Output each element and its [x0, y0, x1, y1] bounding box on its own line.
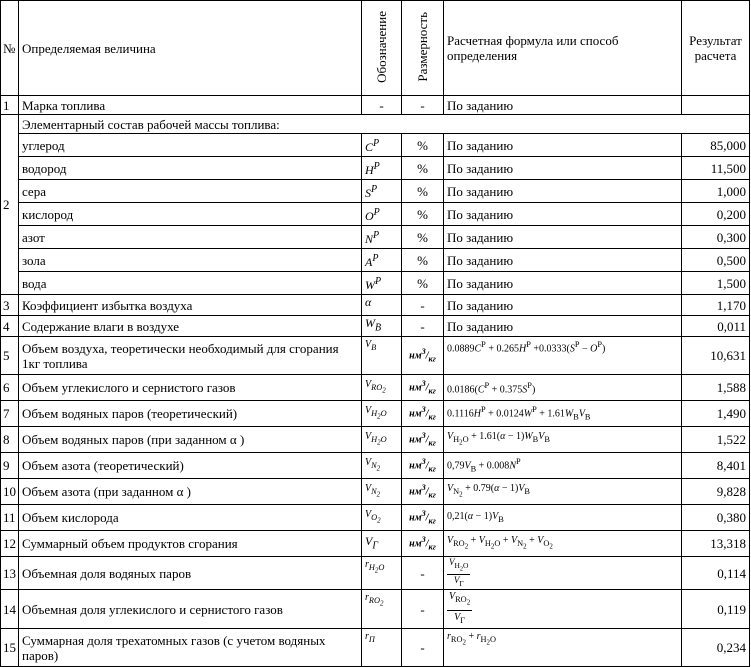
- row-name: сера: [19, 180, 362, 203]
- row-unit: $нм^3/_{кг}$: [402, 337, 444, 375]
- row-formula: $0.0889C^P + 0.265H^P +0.0333(S^P - O^P)$: [444, 337, 682, 375]
- row-unit: %: [402, 272, 444, 295]
- row-symbol: $V_{O_2}$: [362, 505, 402, 531]
- row-name: кислород: [19, 203, 362, 226]
- table-row: [1, 401, 750, 427]
- row-num: 11: [1, 505, 19, 531]
- row-name: Объем углекислого и сернистого газов: [19, 375, 362, 401]
- row-unit: -: [402, 316, 444, 337]
- row-formula: $0.0186(C^P + 0.375S^P)$: [444, 375, 682, 401]
- row-name: Объем водяных паров (при заданном α ): [19, 427, 362, 453]
- row-formula: $V_{H_2O} + 1.61(\alpha - 1)W_BV_B$: [444, 427, 682, 453]
- row-result: 1,490: [682, 401, 750, 427]
- table-row: [1, 295, 750, 316]
- row-result: 0,300: [682, 226, 750, 249]
- row-name: Объем водяных паров (теоретический): [19, 401, 362, 427]
- row-num: 7: [1, 401, 19, 427]
- row-symbol: $N^P$: [362, 226, 402, 249]
- row-num: 12: [1, 531, 19, 557]
- row-symbol: $r_{RO_2}$: [362, 590, 402, 629]
- row-formula: По заданию: [444, 249, 682, 272]
- header-quantity: Определяемая величина: [19, 1, 362, 96]
- table-row: [1, 531, 750, 557]
- row-unit: %: [402, 226, 444, 249]
- table-row: [1, 316, 750, 337]
- row-num: 10: [1, 479, 19, 505]
- table-row: [1, 203, 750, 226]
- row-formula: По заданию: [444, 295, 682, 316]
- row-num: 6: [1, 375, 19, 401]
- row-unit: -: [402, 295, 444, 316]
- row-symbol: $V_{RO_2}$: [362, 375, 402, 401]
- header-symbol: Обозначение: [362, 1, 402, 96]
- table-row: [1, 249, 750, 272]
- row-unit: %: [402, 157, 444, 180]
- table-row: [1, 375, 750, 401]
- row-name: Объем воздуха, теоретически необходимый для сгорания 1кг топлива: [19, 337, 362, 375]
- table-row: [1, 115, 750, 134]
- row-symbol: $C^P$: [362, 134, 402, 157]
- row-symbol: α: [362, 295, 402, 316]
- row-result: 0,200: [682, 203, 750, 226]
- row-unit: $нм^3/_{кг}$: [402, 375, 444, 401]
- table-row: [1, 557, 750, 590]
- row-result: 0,119: [682, 590, 750, 629]
- row-formula: $\frac{V_{H_2O}}{V_Г}$: [444, 557, 682, 590]
- row-result: 11,500: [682, 157, 750, 180]
- row-name: зола: [19, 249, 362, 272]
- row-formula: $r_{RO_2} + r_{H_2O}$: [444, 629, 682, 667]
- row-unit: $нм^3/_{кг}$: [402, 401, 444, 427]
- table-row: [1, 479, 750, 505]
- header-num: №: [1, 1, 19, 96]
- table-row: [1, 226, 750, 249]
- row-formula: $\frac{V_{RO_2}}{V_Г}$: [444, 590, 682, 629]
- composition-title: Элементарный состав рабочей массы топлива:: [19, 115, 750, 134]
- row-num: 9: [1, 453, 19, 479]
- header-formula: Расчетная формула или способ определения: [444, 1, 682, 96]
- row-num: 14: [1, 590, 19, 629]
- row-num: 3: [1, 295, 19, 316]
- row-unit: -: [402, 557, 444, 590]
- row-formula: $V_{N_2} + 0.79(\alpha - 1)V_B$: [444, 479, 682, 505]
- row-result: 0,380: [682, 505, 750, 531]
- row-unit: -: [402, 96, 444, 115]
- table-row: [1, 427, 750, 453]
- row-name: Марка топлива: [19, 96, 362, 115]
- row-symbol: -: [362, 96, 402, 115]
- row-name: Объем азота (теоретический): [19, 453, 362, 479]
- row-unit: -: [402, 629, 444, 667]
- row-symbol: $r_П$: [362, 629, 402, 667]
- row-unit: %: [402, 249, 444, 272]
- row-symbol: $V_B$: [362, 337, 402, 375]
- row-name: Содержание влаги в воздухе: [19, 316, 362, 337]
- row-unit: %: [402, 180, 444, 203]
- row-result: 8,401: [682, 453, 750, 479]
- row-name: Коэффициент избытка воздуха: [19, 295, 362, 316]
- table-row: [1, 157, 750, 180]
- row-result: 1,000: [682, 180, 750, 203]
- row-symbol: $V_{H_2O}$: [362, 401, 402, 427]
- row-unit: %: [402, 203, 444, 226]
- table-row: [1, 590, 750, 629]
- row-unit: $нм^3/_{кг}$: [402, 531, 444, 557]
- row-name: Суммарный объем продуктов сгорания: [19, 531, 362, 557]
- row-result: 1,500: [682, 272, 750, 295]
- row-symbol: $V_{N_2}$: [362, 479, 402, 505]
- row-num: 13: [1, 557, 19, 590]
- row-num: 15: [1, 629, 19, 667]
- row-result: 9,828: [682, 479, 750, 505]
- row-formula: По заданию: [444, 272, 682, 295]
- row-formula: По заданию: [444, 203, 682, 226]
- table-row: [1, 96, 750, 115]
- row-formula: По заданию: [444, 157, 682, 180]
- row-result: 0,500: [682, 249, 750, 272]
- row-result: 0,114: [682, 557, 750, 590]
- table-row: [1, 272, 750, 295]
- row-formula: По заданию: [444, 226, 682, 249]
- row-formula: По заданию: [444, 134, 682, 157]
- row-result: 0,011: [682, 316, 750, 337]
- header-result: Результат расчета: [682, 1, 750, 96]
- row-symbol: $A^P$: [362, 249, 402, 272]
- row-formula: $0,21(\alpha - 1)V_B$: [444, 505, 682, 531]
- row-symbol: $V_{N_2}$: [362, 453, 402, 479]
- row-result: 0,234: [682, 629, 750, 667]
- row-result: 1,522: [682, 427, 750, 453]
- table-row: [1, 629, 750, 667]
- row-result: 85,000: [682, 134, 750, 157]
- table-row: [1, 453, 750, 479]
- row-name: Объемная доля углекислого и сернистого газов: [19, 590, 362, 629]
- row-name: углерод: [19, 134, 362, 157]
- row-unit: $нм^3/_{кг}$: [402, 453, 444, 479]
- row-formula: $0,79V_B + 0.008N^P$: [444, 453, 682, 479]
- row-name: вода: [19, 272, 362, 295]
- row-num: 1: [1, 96, 19, 115]
- header-row: [1, 1, 750, 96]
- row-name: водород: [19, 157, 362, 180]
- row-result: 1,170: [682, 295, 750, 316]
- row-result: [682, 96, 750, 115]
- row-result: 10,631: [682, 337, 750, 375]
- row-name: Суммарная доля трехатомных газов (с учетом водяных паров): [19, 629, 362, 667]
- row-name: Объемная доля водяных паров: [19, 557, 362, 590]
- row-formula: $V_{RO_2} + V_{H_2O} + V_{N_2} + V_{O_2}$: [444, 531, 682, 557]
- row-symbol: $V_{H_2O}$: [362, 427, 402, 453]
- row-name: азот: [19, 226, 362, 249]
- row-name: Объем азота (при заданном α ): [19, 479, 362, 505]
- row-symbol: $H^P$: [362, 157, 402, 180]
- row-symbol: $W_B$: [362, 316, 402, 337]
- row-symbol: $S^P$: [362, 180, 402, 203]
- row-unit: -: [402, 590, 444, 629]
- row-unit: $нм^3/_{кг}$: [402, 505, 444, 531]
- row-formula: По заданию: [444, 180, 682, 203]
- row-unit: $нм^3/_{кг}$: [402, 479, 444, 505]
- row-formula: $0.1116H^P + 0.0124W^P + 1.61W_BV_B$: [444, 401, 682, 427]
- table-row: [1, 337, 750, 375]
- row-symbol: $r_{H_2O}$: [362, 557, 402, 590]
- row-symbol: $V_Г$: [362, 531, 402, 557]
- row-unit: $нм^3/_{кг}$: [402, 427, 444, 453]
- table-row: [1, 180, 750, 203]
- table-row: [1, 134, 750, 157]
- row-formula: По заданию: [444, 96, 682, 115]
- row-name: Объем кислорода: [19, 505, 362, 531]
- row-result: 13,318: [682, 531, 750, 557]
- row-num: 8: [1, 427, 19, 453]
- row-formula: По заданию: [444, 316, 682, 337]
- row-symbol: $W^P$: [362, 272, 402, 295]
- row-symbol: $O^P$: [362, 203, 402, 226]
- row-result: 1,588: [682, 375, 750, 401]
- row-unit: %: [402, 134, 444, 157]
- row-num: 4: [1, 316, 19, 337]
- row-num: 5: [1, 337, 19, 375]
- table-row: [1, 505, 750, 531]
- row-num: 2: [1, 115, 19, 295]
- header-unit: Размерность: [402, 1, 444, 96]
